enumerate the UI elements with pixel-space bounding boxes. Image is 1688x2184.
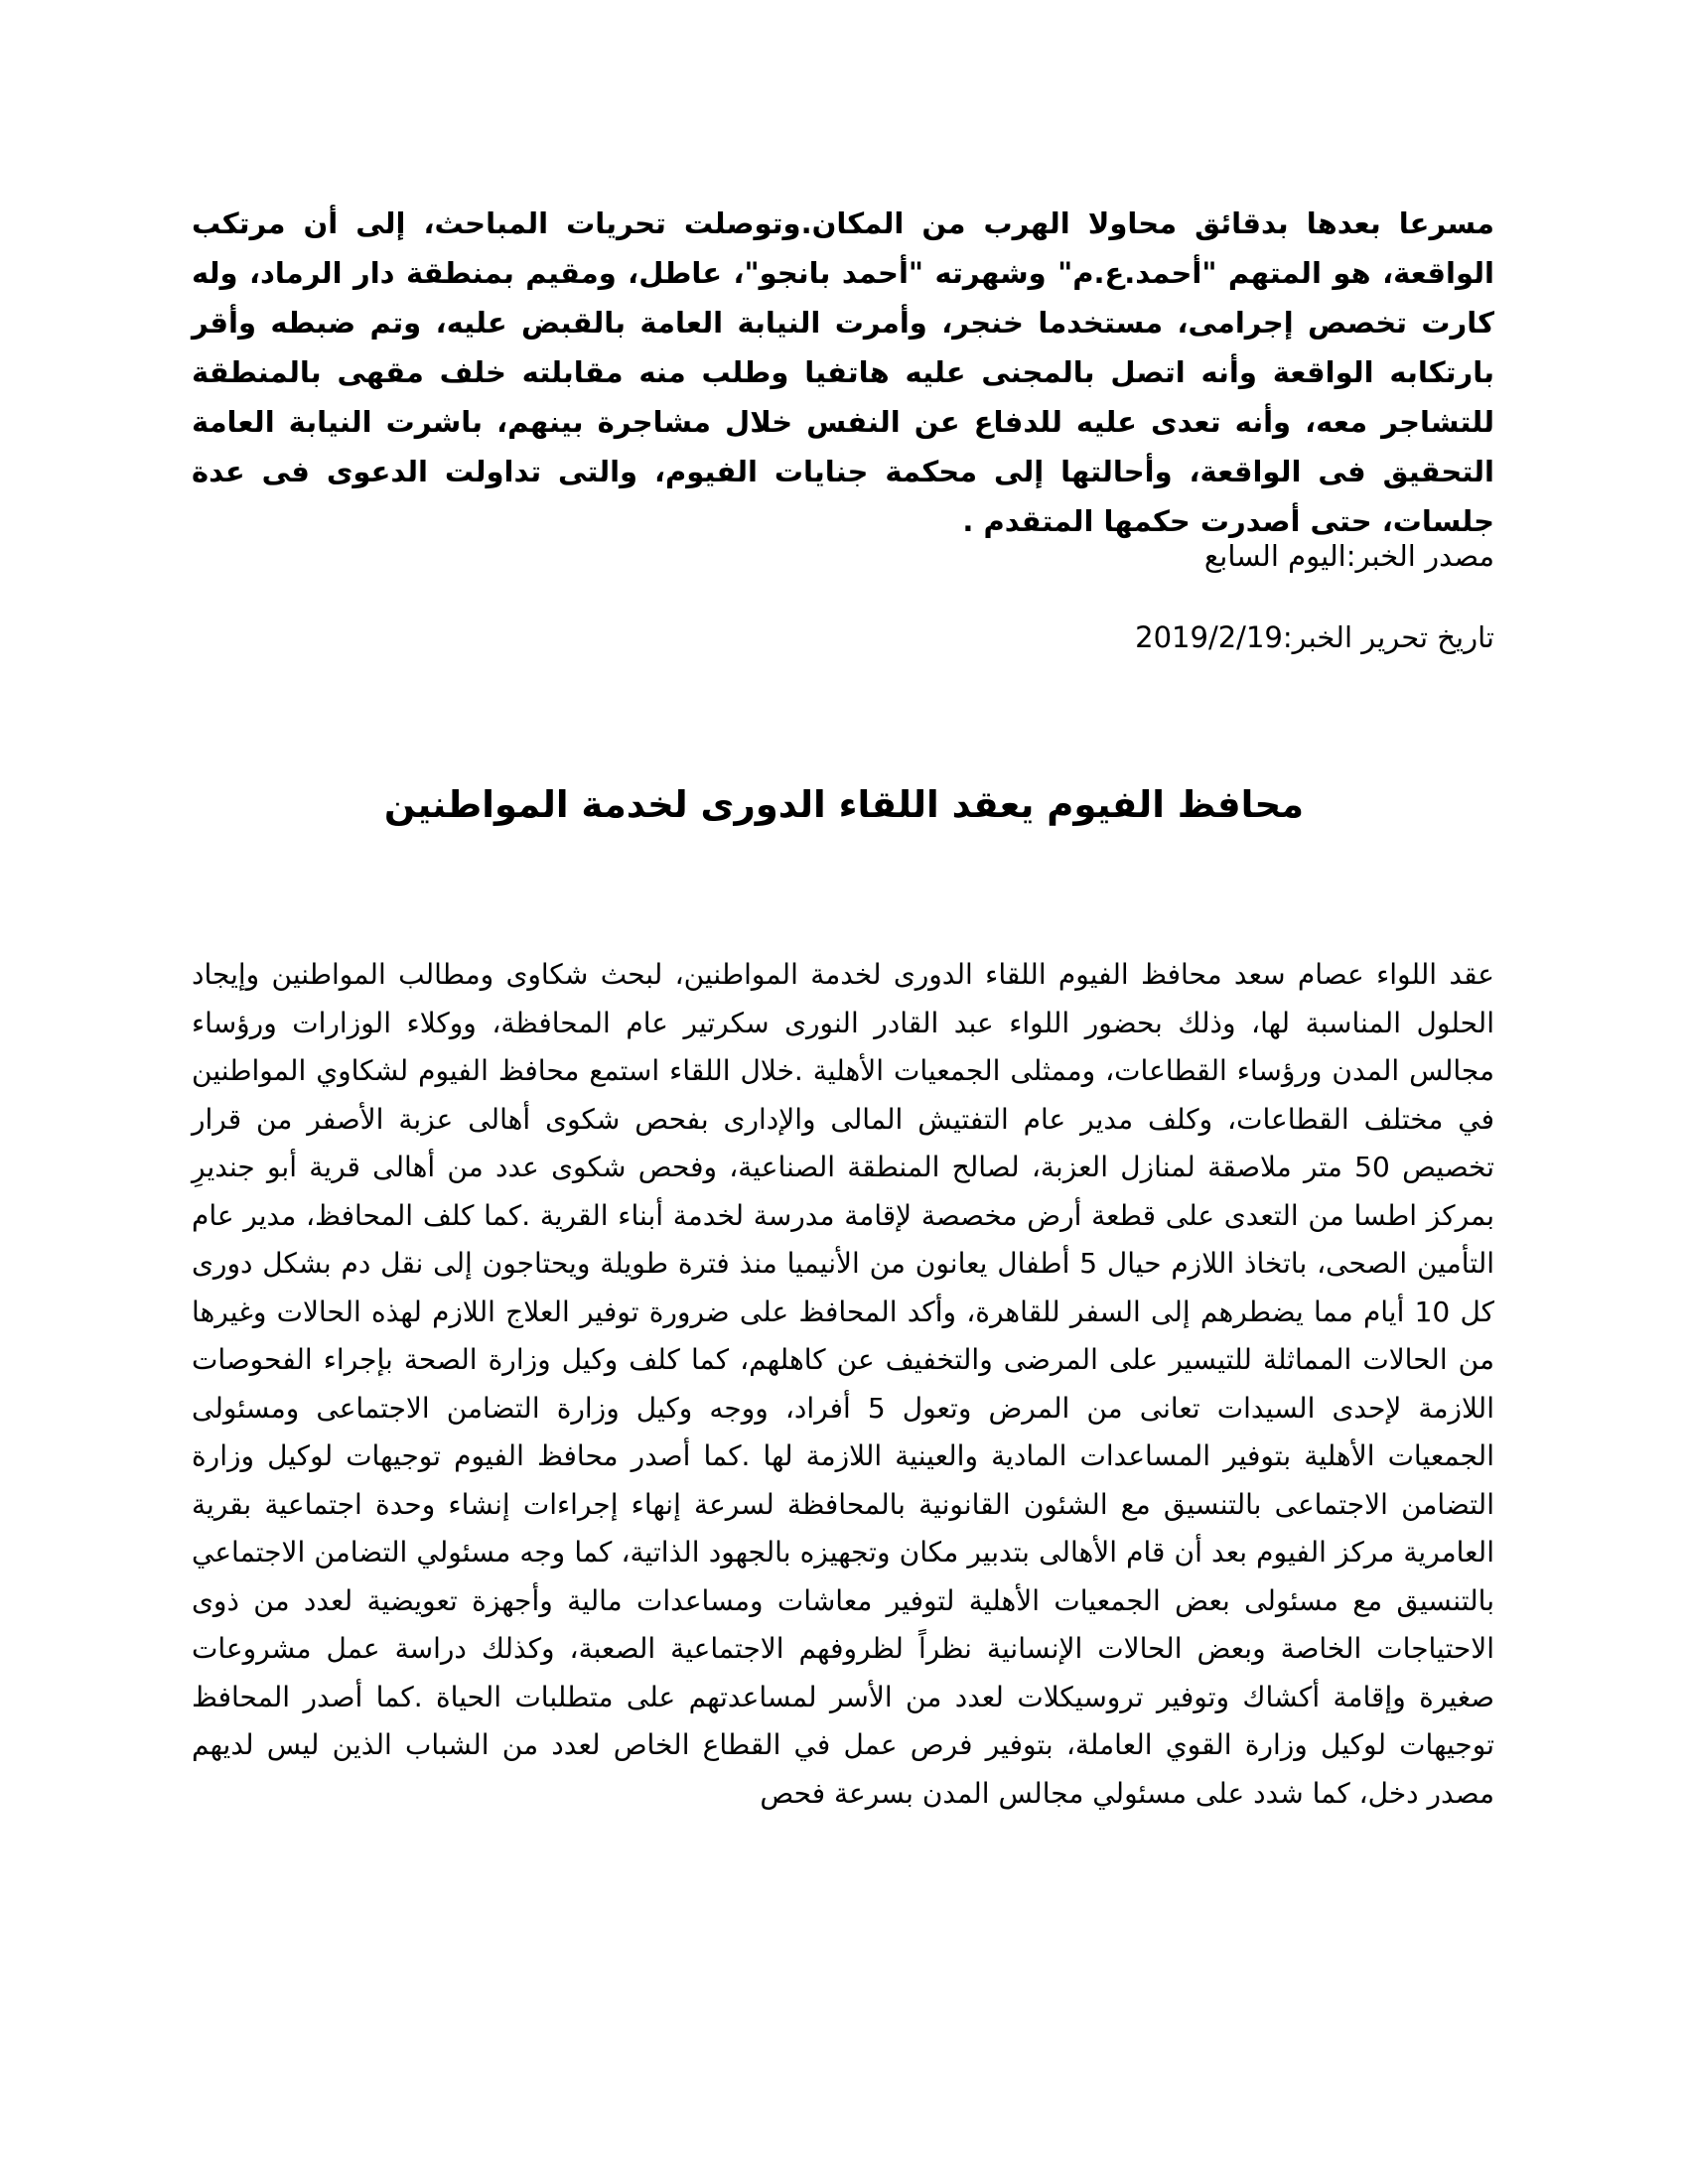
previous-article-paragraph: مسرعا بعدها بدقائق محاولا الهرب من المكان.وتوصلت تحريات المباحث، إلى أن مرتكب الواقعة، هو المتهم "أحمد.ع.م" وشهرته "أحمد بانجو"، عاطل، ومقيم بمنطقة دار الرماد، وله كارت تخصص إجرامى، مستخدما خنجر، وأمرت النيابة العامة بالقبض عليه، وتم ضبطه وأقر بارتكابه الواقعة وأنه اتصل بالمجنى عليه هاتفيا وطلب منه مقابلته خلف مقهى بالمنطقة للتشاجر معه، وأنه تعدى عليه للدفاع عن النفس خلال مشاجرة بينهم، باشرت النيابة العامة التحقيق فى الواقعة، وأحالتها إلى محكمة جنايات الفيوم، والتى تداولت الدعوى فى عدة جلسات، حتى أصدرت حكمها المتقدم . [192, 206, 1494, 538]
news-date-line: تاريخ تحرير الخبر:2019/2/19 [1135, 620, 1494, 654]
news-source-line: مصدر الخبر:اليوم السابع [1203, 539, 1494, 573]
main-article-paragraph: عقد اللواء عصام سعد محافظ الفيوم اللقاء الدورى لخدمة المواطنين، لبحث شكاوى ومطالب المواطنين وإيجاد الحلول المناسبة لها، وذلك بحضور اللواء عبد القادر النورى سكرتير عام المحافظة، ووكلاء الوزارات ورؤساء مجالس المدن ورؤساء القطاعات، وممثلى الجمعيات الأهلية .خلال اللقاء استمع محافظ الفيوم لشكاوي المواطنين في مختلف القطاعات، وكلف مدير عام التفتيش المالى والإدارى بفحص شكوى أهالى عزبة الأصفر من قرار تخصيص 50 متر ملاصقة لمنازل العزبة، لصالح المنطقة الصناعية، وفحص شكوى عدد من أهالى قرية أبو جنديرِ بمركز اطسا من التعدى على قطعة أرض مخصصة لإقامة مدرسة لخدمة أبناء القرية .كما كلف المحافظ، مدير عام التأمين الصحى، باتخاذ اللازم حيال 5 أطفال يعانون من الأنيميا منذ فترة طويلة ويحتاجون إلى نقل دم بشكل دورى كل 10 أيام مما يضطرهم إلى السفر للقاهرة، وأكد المحافظ على ضرورة توفير العلاج اللازم لهذه الحالات وغيرها من الحالات المماثلة للتيسير على المرضى والتخفيف عن كاهلهم، كما كلف وكيل وزارة الصحة بإجراء الفحوصات اللازمة لإحدى السيدات تعانى من المرض وتعول 5 أفراد، ووجه وكيل وزارة التضامن الاجتماعى ومسئولى الجمعيات الأهلية بتوفير المساعدات المادية والعينية اللازمة لها .كما أصدر محافظ الفيوم توجيهات لوكيل وزارة التضامن الاجتماعى بالتنسيق مع الشئون القانونية بالمحافظة لسرعة إنهاء إجراءات إنشاء وحدة اجتماعية بقرية العامرية مركز الفيوم بعد أن قام الأهالى بتدبير مكان وتجهيزه بالجهود الذاتية، كما وجه مسئولي التضامن الاجتماعي بالتنسيق مع مسئولى بعض الجمعيات الأهلية لتوفير معاشات ومساعدات مالية وأجهزة تعويضية لعدد من ذوى الاحتياجات الخاصة وبعض الحالات الإنسانية نظراً لظروفهم الاجتماعية الصعبة، وكذلك دراسة عمل مشروعات صغيرة وإقامة أكشاك وتوفير تروسيكلات لعدد من الأسر لمساعدتهم على متطلبات الحياة .كما أصدر المحافظ توجيهات لوكيل وزارة القوي العاملة، بتوفير فرص عمل في القطاع الخاص لعدد من الشباب الذين ليس لديهم مصدر دخل، كما شدد على مسئولي مجالس المدن بسرعة فحص [192, 958, 1495, 1810]
article-headline: محافظ الفيوم يعقد اللقاء الدورى لخدمة المواطنين [383, 783, 1305, 826]
